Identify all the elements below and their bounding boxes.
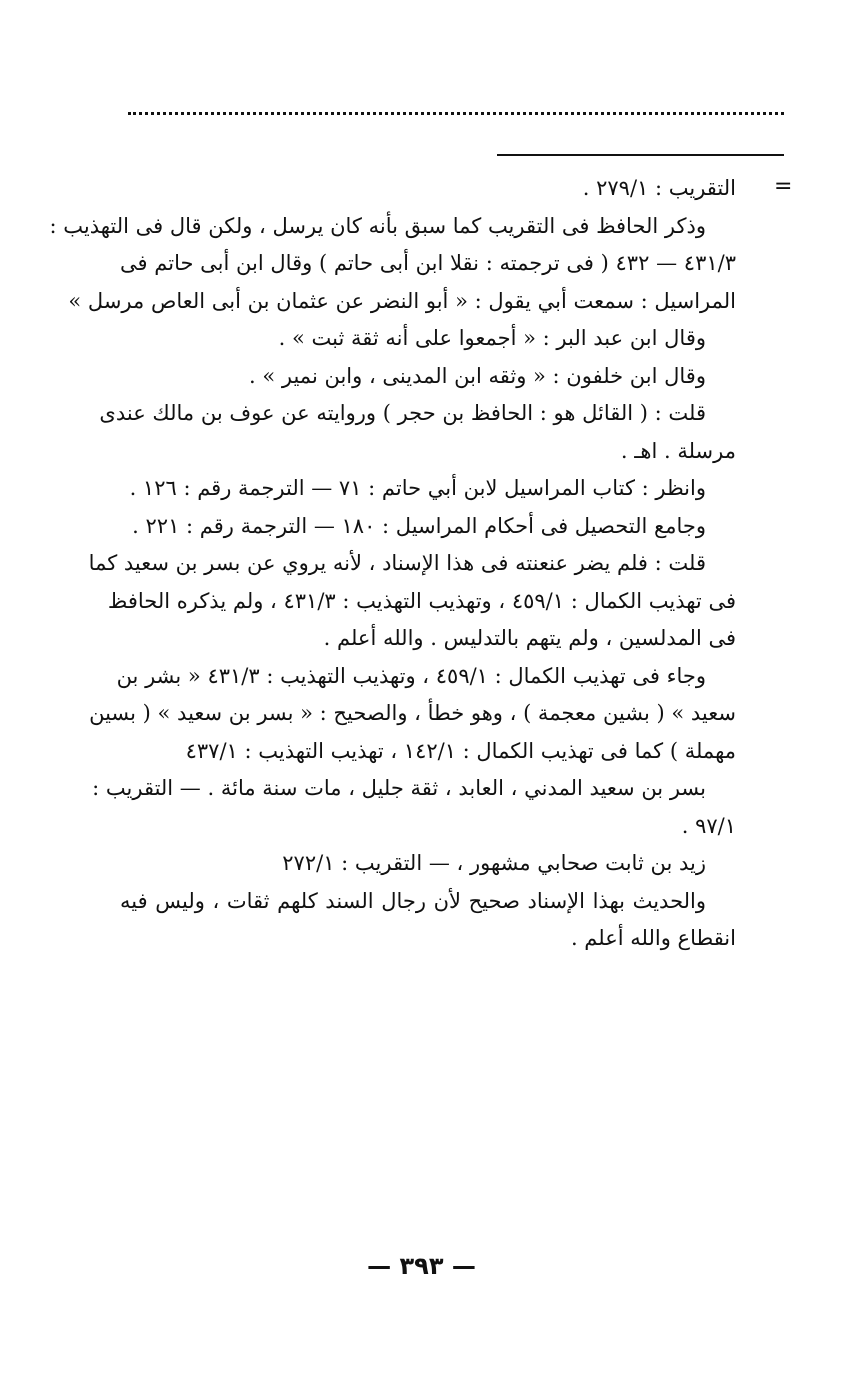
- text-line: فى المدلسين ، ولم يتهم بالتدليس . والله أعلم .: [323, 626, 736, 650]
- page-number: — ٣٩٣ —: [367, 1252, 476, 1280]
- text-line: مهملة ) كما فى تهذيب الكمال : ١٤٢/١ ، تهذيب التهذيب : ٤٣٧/١: [185, 738, 736, 763]
- text-line: ٤٣١/٣ — ٤٣٢ ( فى ترجمته : نقلا ابن أبى حاتم ) وقال ابن أبى حاتم فى: [120, 251, 736, 275]
- text-line: وذكر الحافظ فى التقريب كما سبق بأنه كان يرسل ، ولكن قال فى التهذيب :: [49, 213, 706, 238]
- text-line: مرسلة . اهـ .: [620, 438, 736, 463]
- text-line: وانظر : كتاب المراسيل لابن أبي حاتم : ٧١ — الترجمة رقم : ١٢٦ .: [129, 476, 706, 500]
- text-line: زيد بن ثابت صحابي مشهور ، — التقريب : ٢٧٢/١: [282, 851, 706, 875]
- text-line: التقريب : ٢٧٩/١ .: [582, 176, 736, 200]
- text-line: سعيد » ( بشين معجمة ) ، وهو خطأ ، والصحيح : « بسر بن سعيد » ( بسين: [89, 701, 736, 725]
- text-line: وجاء فى تهذيب الكمال : ٤٥٩/١ ، وتهذيب التهذيب : ٤٣١/٣ « بشر بن: [116, 663, 706, 688]
- footnote-text: [49, 170, 736, 958]
- text-line: قلت : ( القائل هو : الحافظ بن حجر ) وروايته عن عوف بن مالك عندى: [99, 401, 706, 425]
- text-line: وجامع التحصيل فى أحكام المراسيل : ١٨٠ — الترجمة رقم : ٢٢١ .: [132, 513, 706, 538]
- text-line: بسر بن سعيد المدني ، العابد ، ثقة جليل ، مات سنة مائة . — التقريب :: [92, 776, 706, 800]
- text-line: قلت : فلم يضر عنعنته فى هذا الإسناد ، لأنه يروي عن بسر بن سعيد كما: [88, 551, 706, 575]
- text-line: انقطاع والله أعلم .: [570, 926, 736, 950]
- text-line: والحديث بهذا الإسناد صحيح لأن رجال السند كلهم ثقات ، وليس فيه: [120, 888, 706, 913]
- continuation-mark: =: [774, 174, 793, 199]
- text-line: وقال ابن خلفون : « وثقه ابن المدينى ، وابن نمير » .: [249, 363, 706, 388]
- text-line: المراسيل : سمعت أبي يقول : « أبو النضر عن عثمان بن أبى العاص مرسل »: [68, 288, 736, 313]
- footnote-rule: [497, 154, 784, 156]
- dotted-separator: [128, 112, 784, 115]
- text-line: وقال ابن عبد البر : « أجمعوا على أنه ثقة ثبت » .: [278, 326, 706, 350]
- text-line: فى تهذيب الكمال : ٤٥٩/١ ، وتهذيب التهذيب : ٤٣١/٣ ، ولم يذكره الحافظ: [107, 588, 736, 613]
- text-line: ٩٧/١ .: [681, 813, 736, 838]
